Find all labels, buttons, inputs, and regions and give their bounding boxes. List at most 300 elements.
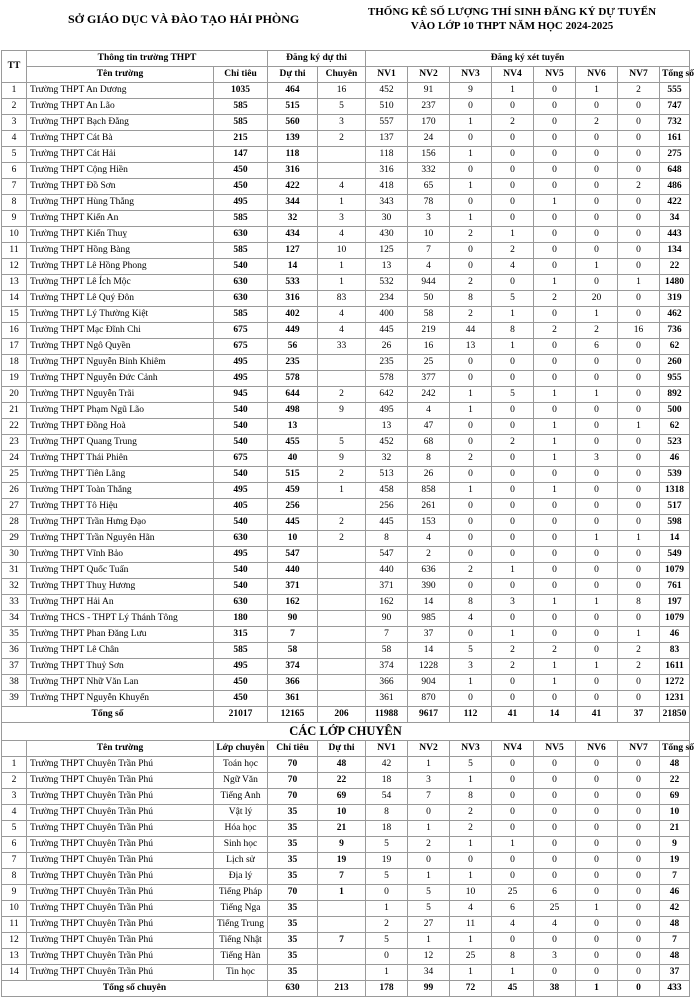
table-cell: 870 [408,691,450,707]
table-cell: 761 [660,579,690,595]
school-name-cell: Trường THPT Hùng Thắng [27,195,214,211]
school-name-cell: Trường THPT Đồ Sơn [27,179,214,195]
table-cell: 1 [450,933,492,949]
table-cell: 20 [576,291,618,307]
table-cell: 4 [318,227,366,243]
table-cell: 12 [408,949,450,965]
table-cell: 0 [618,885,660,901]
school-name-cell: Trường THPT Chuyên Trần Phú [27,965,214,981]
table-cell [318,419,366,435]
school-name-cell: Trường THPT An Lão [27,99,214,115]
table-cell: 0 [492,675,534,691]
table-cell: 523 [660,435,690,451]
table-cell: 37 [660,965,690,981]
table-cell: 48 [318,757,366,773]
table-cell: 0 [576,885,618,901]
table-cell: 137 [366,131,408,147]
table-cell [318,659,366,675]
table-cell: 27 [2,499,27,515]
school-name-cell: Trường THPT Lý Thường Kiệt [27,307,214,323]
table-cell: 1 [492,837,534,853]
table-cell: 495 [214,371,268,387]
table-cell: 1 [450,179,492,195]
table-cell: 3 [408,211,450,227]
school-name-cell: Trường THPT Chuyên Trần Phú [27,949,214,965]
table-row [2,195,690,211]
table-cell: 27 [408,917,450,933]
table-row [2,211,690,227]
table-cell: 0 [576,643,618,659]
table-cell: 30 [2,547,27,563]
table-cell: 0 [534,163,576,179]
table-cell: 540 [214,515,268,531]
table-cell: 21 [318,821,366,837]
column-header: NV5 [534,741,576,757]
table-cell: 125 [366,243,408,259]
document-title [332,5,692,33]
table-cell: 25 [2,467,27,483]
school-name-cell: Trường THPT Lê Quý Đôn [27,291,214,307]
school-name-cell: Trường THPT Chuyên Trần Phú [27,757,214,773]
school-name-cell: Trường THPT Trần Nguyên Hãn [27,531,214,547]
table-cell: 2 [450,451,492,467]
table-cell: 1079 [660,563,690,579]
table-cell: 170 [408,115,450,131]
table-cell [318,163,366,179]
total-cell: 213 [318,981,366,997]
table-cell: 0 [534,115,576,131]
table-cell: 1 [534,451,576,467]
table-cell: 18 [366,821,408,837]
table-cell: 1 [450,773,492,789]
table-cell: 2 [618,83,660,99]
school-name-cell: Trường THPT Trần Hưng Đạo [27,515,214,531]
table-cell: 440 [268,563,318,579]
table-cell: 2 [492,435,534,451]
table-cell: 180 [214,611,268,627]
table-cell: 153 [408,515,450,531]
table-cell: 0 [618,259,660,275]
table-cell: 418 [366,179,408,195]
tt-header: TT [2,51,27,83]
column-header: Dự thi [268,67,318,83]
table-cell: 585 [214,99,268,115]
table-cell: 34 [660,211,690,227]
table-cell: 0 [534,371,576,387]
school-name-cell: Trường THPT Chuyên Trần Phú [27,773,214,789]
table-cell: 8 [408,451,450,467]
table-cell: 47 [408,419,450,435]
specialized-table-body [2,723,694,997]
table-cell: 0 [576,547,618,563]
table-cell: 5 [492,387,534,403]
table-cell: 630 [214,227,268,243]
table-cell: 3 [576,451,618,467]
table-cell: 0 [534,307,576,323]
table-cell: 58 [408,307,450,323]
table-cell: 0 [576,195,618,211]
table-cell [318,147,366,163]
table-cell: 1035 [214,83,268,99]
table-cell: 1 [576,595,618,611]
table-cell: 390 [408,579,450,595]
school-name-cell: Trường THPT An Dương [27,83,214,99]
registration-table [1,50,694,997]
specialty-cell: Tiếng Trung [214,917,268,933]
table-cell: 19 [366,853,408,869]
table-cell: 7 [318,869,366,885]
total-cell: 1 [576,981,618,997]
table-cell: 2 [492,643,534,659]
total-cell: 38 [534,981,576,997]
table-cell: 1 [408,757,450,773]
table-cell: 0 [618,499,660,515]
table-cell: 16 [318,83,366,99]
table-cell: 904 [408,675,450,691]
school-name-cell: Trường THPT Nguyễn Trãi [27,387,214,403]
table-cell: 78 [408,195,450,211]
table-cell: 0 [534,531,576,547]
table-cell: 495 [214,547,268,563]
table-cell: 3 [534,949,576,965]
table-cell: 30 [366,211,408,227]
school-name-cell: Trường THPT Nhữ Văn Lan [27,675,214,691]
table-cell: 14 [268,259,318,275]
table-cell: 26 [2,483,27,499]
school-name-cell: Trường THPT Chuyên Trần Phú [27,869,214,885]
table-cell: 19 [318,853,366,869]
table-cell: 0 [492,691,534,707]
column-header: NV4 [492,67,534,83]
table-cell: 405 [214,499,268,515]
table-cell: 37 [408,627,450,643]
table-cell: 1 [408,869,450,885]
table-cell: 0 [450,547,492,563]
table-cell: 0 [534,499,576,515]
table-cell: 5 [318,435,366,451]
table-cell: 69 [318,789,366,805]
table-row [2,869,690,885]
table-cell: 0 [534,853,576,869]
table-row [2,99,690,115]
table-cell: 1 [450,483,492,499]
table-cell: 2 [408,837,450,853]
table-cell: 1 [492,227,534,243]
table-cell: 2 [450,821,492,837]
table-cell: 0 [576,243,618,259]
table-row [2,917,690,933]
table-cell: 540 [214,467,268,483]
table-cell: 0 [534,99,576,115]
table-cell: 540 [214,435,268,451]
table-cell: 1 [534,595,576,611]
table-cell: 675 [214,339,268,355]
column-header: NV4 [492,741,534,757]
column-header: NV3 [450,67,492,83]
table-cell: 1 [450,675,492,691]
table-cell: 0 [450,259,492,275]
table-cell: 0 [450,99,492,115]
school-name-cell: Trường THPT Hồng Bàng [27,243,214,259]
total-cell: 45 [492,981,534,997]
table-cell: 2 [618,179,660,195]
table-cell: 7 [268,627,318,643]
table-cell: 25 [450,949,492,965]
specialty-cell: Sinh học [214,837,268,853]
table-cell: 5 [408,885,450,901]
table-cell: 35 [2,627,27,643]
table-cell: 34 [408,965,450,981]
table-cell: 10 [2,227,27,243]
table-cell: 48 [660,949,690,965]
table-cell: 539 [660,467,690,483]
table-cell: 1 [576,307,618,323]
table-cell: 445 [366,515,408,531]
table-cell: 40 [268,451,318,467]
table-cell: 4 [2,131,27,147]
table-row [2,435,690,451]
table-cell: 0 [576,499,618,515]
table-cell: 0 [534,965,576,981]
school-name-cell: Trường THPT Hải An [27,595,214,611]
table-cell: 26 [366,339,408,355]
table-cell: 0 [450,435,492,451]
table-cell: 0 [576,965,618,981]
school-name-cell: Trường THPT Chuyên Trần Phú [27,885,214,901]
school-name-cell: Trường THPT Đồng Hoà [27,419,214,435]
table-cell: 0 [492,531,534,547]
table-cell: 24 [2,451,27,467]
table-row [2,643,690,659]
table-cell: 2 [450,805,492,821]
total-cell: 41 [576,707,618,723]
table-row [2,563,690,579]
table-cell: 6 [2,837,27,853]
table-cell: 2 [576,115,618,131]
table-cell: 452 [366,83,408,99]
table-cell: 235 [366,355,408,371]
specialized-total-row [2,981,690,997]
header-row-groups [2,51,690,67]
school-name-cell: Trường THPT Phạm Ngũ Lão [27,403,214,419]
table-cell: 0 [576,611,618,627]
specialty-cell: Địa lý [214,869,268,885]
table-row [2,483,690,499]
table-cell: 14 [2,965,27,981]
table-cell: 1 [618,275,660,291]
table-cell: 16 [2,323,27,339]
table-row [2,259,690,275]
table-cell: 495 [214,483,268,499]
table-cell: 1 [492,339,534,355]
table-cell: 1 [492,965,534,981]
column-header: Tên trường [27,741,214,757]
table-cell: 29 [2,531,27,547]
table-cell: 25 [408,355,450,371]
table-cell: 62 [660,339,690,355]
table-cell: 275 [660,147,690,163]
table-cell: 9 [318,451,366,467]
table-cell: 0 [576,515,618,531]
table-row [2,675,690,691]
table-cell: 630 [214,275,268,291]
table-cell [318,547,366,563]
column-header: NV1 [366,67,408,83]
table-cell: 0 [618,675,660,691]
table-cell: 14 [660,531,690,547]
table-cell: 0 [576,821,618,837]
table-cell: 371 [366,579,408,595]
table-cell: 2 [576,323,618,339]
table-cell: 0 [534,789,576,805]
table-cell: 7 [318,933,366,949]
table-cell: 5 [2,821,27,837]
table-cell: 944 [408,275,450,291]
table-cell: 6 [534,885,576,901]
table-cell: 9 [318,403,366,419]
table-cell: 5 [366,869,408,885]
table-cell: 5 [450,643,492,659]
table-cell [318,355,366,371]
table-cell: 557 [366,115,408,131]
table-cell: 13 [366,419,408,435]
table-cell: 0 [534,691,576,707]
table-cell: 560 [268,115,318,131]
total-cell: 41 [492,707,534,723]
table-cell: 0 [576,179,618,195]
table-cell: 892 [660,387,690,403]
table-cell: 0 [492,403,534,419]
document-header [0,0,690,50]
table-cell: 0 [534,757,576,773]
table-cell: 18 [366,773,408,789]
table-cell: 0 [534,211,576,227]
school-name-cell: Trường THPT Chuyên Trần Phú [27,821,214,837]
table-cell: 25 [492,885,534,901]
school-name-cell: Trường THPT Lê Ích Mộc [27,275,214,291]
table-cell: 35 [268,853,318,869]
table-cell: 0 [618,163,660,179]
table-cell: 2 [534,643,576,659]
table-cell: 0 [618,965,660,981]
table-cell: 0 [492,499,534,515]
table-row [2,291,690,307]
table-cell: 0 [492,467,534,483]
table-cell: 1 [618,419,660,435]
table-cell: 0 [618,211,660,227]
table-cell: 35 [268,917,318,933]
table-cell: 445 [366,323,408,339]
school-name-cell: Trường THPT Chuyên Trần Phú [27,789,214,805]
table-cell: 732 [660,115,690,131]
table-row [2,451,690,467]
table-cell: 5 [366,837,408,853]
table-cell: 0 [534,259,576,275]
table-cell: 1 [366,965,408,981]
table-cell: 0 [576,675,618,691]
table-cell: 3 [450,659,492,675]
table-cell: 32 [2,579,27,595]
table-cell: 70 [268,885,318,901]
table-cell: 8 [618,595,660,611]
table-cell: 0 [618,371,660,387]
table-cell: 0 [534,339,576,355]
table-cell: 0 [618,291,660,307]
table-cell: 1 [450,869,492,885]
table-cell: 8 [492,949,534,965]
table-cell: 0 [450,691,492,707]
table-cell: 83 [660,643,690,659]
table-cell: 62 [660,419,690,435]
table-cell: 3 [492,595,534,611]
table-cell: 1 [450,147,492,163]
table-cell: 4 [450,611,492,627]
table-cell [318,691,366,707]
table-cell: 0 [576,275,618,291]
table-cell: 498 [268,403,318,419]
table-cell: 361 [268,691,318,707]
table-cell: 25 [534,901,576,917]
table-cell: 0 [618,563,660,579]
table-cell: 578 [366,371,408,387]
table-cell: 985 [408,611,450,627]
table-cell: 3 [2,115,27,131]
table-cell: 31 [2,563,27,579]
table-cell: 1 [576,83,618,99]
table-cell: 0 [576,227,618,243]
table-cell: 118 [268,147,318,163]
table-cell: 5 [492,291,534,307]
school-name-cell: Trường THPT Kiến An [27,211,214,227]
table-cell: 7 [2,853,27,869]
table-cell: 261 [408,499,450,515]
table-cell: 46 [660,885,690,901]
total-cell: 178 [366,981,408,997]
table-cell: 11 [2,917,27,933]
table-cell: 6 [2,163,27,179]
table-cell: 9 [2,211,27,227]
school-name-cell: Trường THPT Nguyễn Khuyến [27,691,214,707]
school-name-cell: Trường THPT Nguyễn Bỉnh Khiêm [27,355,214,371]
table-cell: 237 [408,99,450,115]
table-cell: 1480 [660,275,690,291]
table-cell: 35 [268,869,318,885]
table-cell: 316 [366,163,408,179]
agency-name: SỞ GIÁO DỤC VÀ ĐÀO TẠO HẢI PHÒNG [68,12,300,26]
table-cell [318,611,366,627]
table-cell: 8 [450,291,492,307]
table-cell: 58 [366,643,408,659]
total-cell: 72 [450,981,492,997]
table-cell: 0 [534,83,576,99]
table-cell: 459 [268,483,318,499]
table-cell: 366 [268,675,318,691]
table-cell: 15 [2,307,27,323]
table-cell: 0 [618,917,660,933]
table-cell: 513 [366,467,408,483]
table-cell: 547 [366,547,408,563]
table-cell [318,563,366,579]
table-cell: 219 [408,323,450,339]
table-cell: 16 [408,339,450,355]
table-row [2,611,690,627]
table-cell: 256 [366,499,408,515]
table-cell: 1 [492,563,534,579]
table-cell: 0 [492,611,534,627]
table-cell: 2 [450,275,492,291]
table-row [2,901,690,917]
table-cell: 21 [2,403,27,419]
